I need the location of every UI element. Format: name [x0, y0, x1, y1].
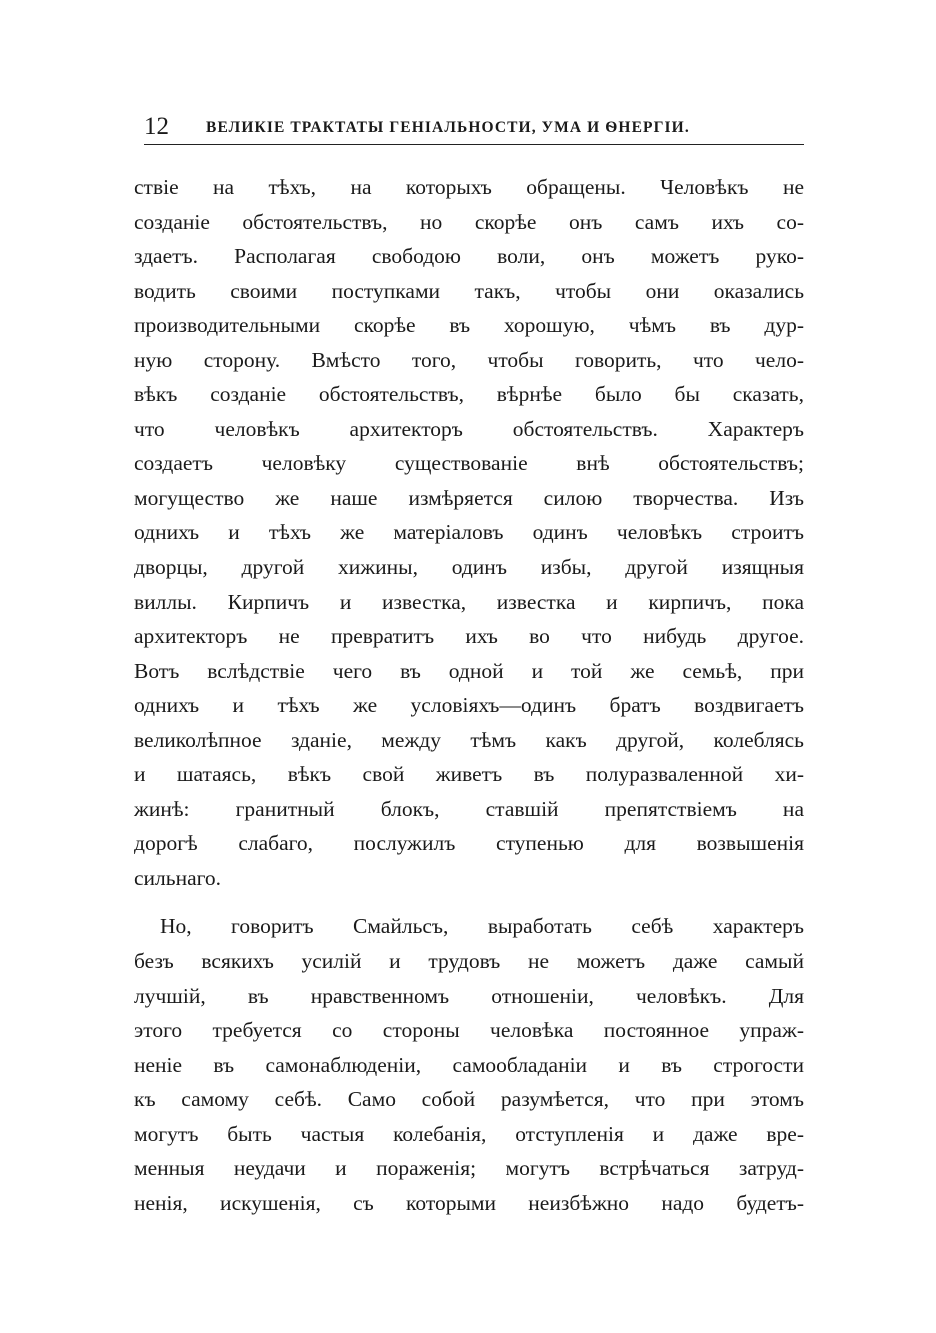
text-line: вѣкъ созданіе обстоятельствъ, вѣрнѣе было бы сказать,	[134, 382, 804, 407]
text-line: ную сторону. Вмѣсто того, чтобы говорить, что чело-	[134, 347, 804, 372]
text-line: Вотъ вслѣдствіе чего въ одной и той же семьѣ, при	[134, 658, 804, 683]
text-line: безъ всякихъ усилій и трудовъ не можетъ даже самый	[134, 949, 804, 974]
text-line: менныя неудачи и пораженія; могутъ встрѣчаться затруд-	[134, 1156, 804, 1181]
text-line: сильнаго.	[134, 865, 222, 890]
text-line: великолѣпное зданіе, между тѣмъ какъ другой, колеблясь	[134, 727, 804, 752]
text-line: виллы. Кирпичъ и известка, известка и кирпичъ, пока	[134, 589, 804, 614]
paragraph-1	[134, 170, 804, 895]
page-number: 12	[144, 113, 169, 140]
text-line: Но, говоритъ Смайльсъ, выработать себѣ характеръ	[160, 914, 804, 939]
text-line: неніе въ самонаблюденіи, самообладаніи и въ строгости	[134, 1052, 804, 1077]
page-body	[134, 170, 804, 1220]
text-line: создаетъ человѣку существованіе внѣ обстоятельствъ;	[134, 451, 804, 476]
text-line: жинѣ: гранитный блокъ, ставшій препятствіемъ на	[134, 796, 804, 821]
text-line: что человѣкъ архитекторъ обстоятельствъ. Характеръ	[134, 416, 804, 441]
text-line: однихъ и тѣхъ же условіяхъ—одинъ братъ воздвигаетъ	[134, 693, 804, 718]
text-line: созданіе обстоятельствъ, но скорѣе онъ самъ ихъ со-	[134, 209, 804, 234]
paragraph-gap	[134, 895, 804, 909]
text-line: производительными скорѣе въ хорошую, чѣмъ въ дур-	[134, 313, 804, 338]
text-line: архитекторъ не превратитъ ихъ во что нибудь другое.	[134, 624, 804, 649]
text-line: ствіе на тѣхъ, на которыхъ обращены. Человѣкъ не	[134, 175, 804, 199]
text-line: могутъ быть частыя колебанія, отступленія и даже вре-	[134, 1121, 804, 1146]
text-line: ненія, искушенія, съ которыми неизбѣжно надо будетъ-	[134, 1190, 804, 1215]
text-line: дорогѣ слабаго, послужилъ ступенью для возвышенія	[134, 831, 804, 856]
text-line: и шатаясь, вѣкъ свой живетъ въ полуразваленной хи-	[134, 762, 804, 787]
text-line: лучшій, въ нравственномъ отношеніи, человѣкъ. Для	[134, 983, 804, 1008]
text-line: однихъ и тѣхъ же матеріаловъ одинъ человѣкъ строитъ	[134, 520, 804, 545]
text-line: здаетъ. Располагая свободою воли, онъ можетъ руко-	[134, 244, 804, 269]
text-line: водить своими поступками такъ, чтобы они оказались	[134, 278, 804, 303]
text-line: этого требуется со стороны человѣка постоянное упраж-	[134, 1018, 804, 1043]
text-line: къ самому себѣ. Само собой разумѣется, что при этомъ	[134, 1087, 804, 1112]
paragraph-2	[134, 909, 804, 1220]
text-line: дворцы, другой хижины, одинъ избы, другой изящныя	[134, 555, 804, 580]
page-header	[144, 112, 804, 146]
running-title: ВЕЛИКІЕ ТРАКТАТЫ ГЕНІАЛЬНОСТИ, УМА И ѲНЕРГІИ.	[206, 119, 690, 136]
header-rule	[144, 144, 804, 145]
text-line: могущество же наше измѣряется силою творчества. Изъ	[134, 485, 804, 510]
